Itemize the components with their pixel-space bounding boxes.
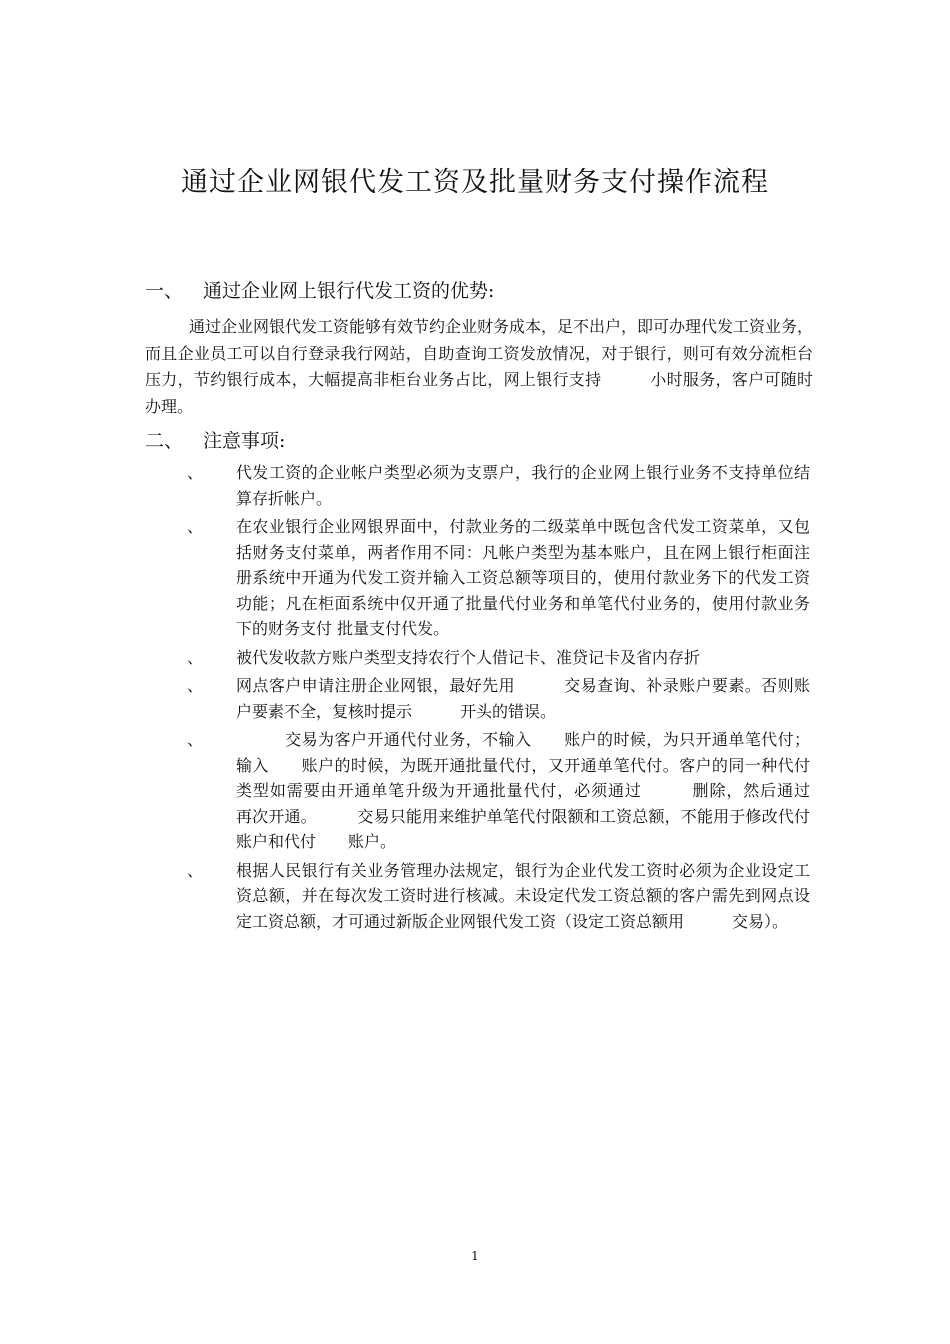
list-item-text: 交易为客户开通代付业务，不输入 账户的时候，为只开通单笔代付；输入 账户的时候，为既开通批量代付，又开通单笔代付。客户的同一种代付类型如需要由开通单笔升级为开通批量代付，必须通过 删除，然后通过 再次开通。 交易只能用来维护单笔代付限额和工资总额，不能用于修改代付账户和代付 账户。 bbox=[236, 730, 859, 851]
section-1-paragraph: 通过企业网银代发工资能够有效节约企业财务成本，足不出户，即可办理代发工资业务，而且企业员工可以自行登录我行网站，自助查询工资发放情况，对于银行，则可有效分流柜台压力，节约银行成本，大幅提高非柜台业务占比，网上银行支持 小时服务，客户可随时办理。 bbox=[145, 317, 814, 416]
list-item-marker: 、 bbox=[187, 517, 204, 536]
section-2-number: 二、 bbox=[145, 430, 184, 452]
list-item-text: 网点客户申请注册企业网银，最好先用 交易查询、补录账户要素。否则账户要素不全，复核时提示 开头的错误。 bbox=[236, 676, 810, 721]
section-1-title: 通过企业网上银行代发工资的优势: bbox=[203, 280, 495, 302]
list-item bbox=[0, 514, 950, 642]
section-2-title: 注意事项: bbox=[203, 430, 286, 452]
section-1-number: 一、 bbox=[145, 280, 184, 302]
list-item-text: 根据人民银行有关业务管理办法规定，银行为企业代发工资时必须为企业设定工资总额，并在每次发工资时进行核减。未设定代发工资总额的客户需先到网点设定工资总额，才可通过新版企业网银代发工资（设定工资总额用 交易）。 bbox=[236, 860, 810, 931]
list-item bbox=[0, 858, 950, 935]
page-number: 1 bbox=[471, 1249, 479, 1263]
list-item-text: 代发工资的企业帐户类型必须为支票户，我行的企业网上银行业务不支持单位结算存折帐户。 bbox=[236, 463, 810, 508]
list-item-text: 在农业银行企业网银界面中，付款业务的二级菜单中既包含代发工资菜单，又包括财务支付菜单，两者作用不同：凡帐户类型为基本账户，且在网上银行柜面注册系统中开通为代发工资并输入工资总额等项目的，使用付款业务下的代发工资功能；凡在柜面系统中仅开通了批量代付业务和单笔代付业务的，使用付款业务下的财务支付 批量支付代发。 bbox=[236, 517, 810, 638]
notes-list bbox=[0, 460, 950, 937]
list-item bbox=[0, 645, 950, 671]
list-item bbox=[0, 673, 950, 724]
list-item-marker: 、 bbox=[187, 647, 204, 667]
list-item-marker: 、 bbox=[187, 463, 204, 482]
document-title: 通过企业网银代发工资及批量财务支付操作流程 bbox=[181, 167, 769, 198]
list-item bbox=[0, 460, 950, 511]
list-item bbox=[0, 727, 950, 855]
list-item-marker: 、 bbox=[187, 730, 204, 749]
list-item-text: 被代发收款方账户类型支持农行个人借记卡、准贷记卡及省内存折 bbox=[236, 647, 701, 667]
list-item-marker: 、 bbox=[187, 860, 204, 880]
list-item-marker: 、 bbox=[187, 676, 204, 695]
